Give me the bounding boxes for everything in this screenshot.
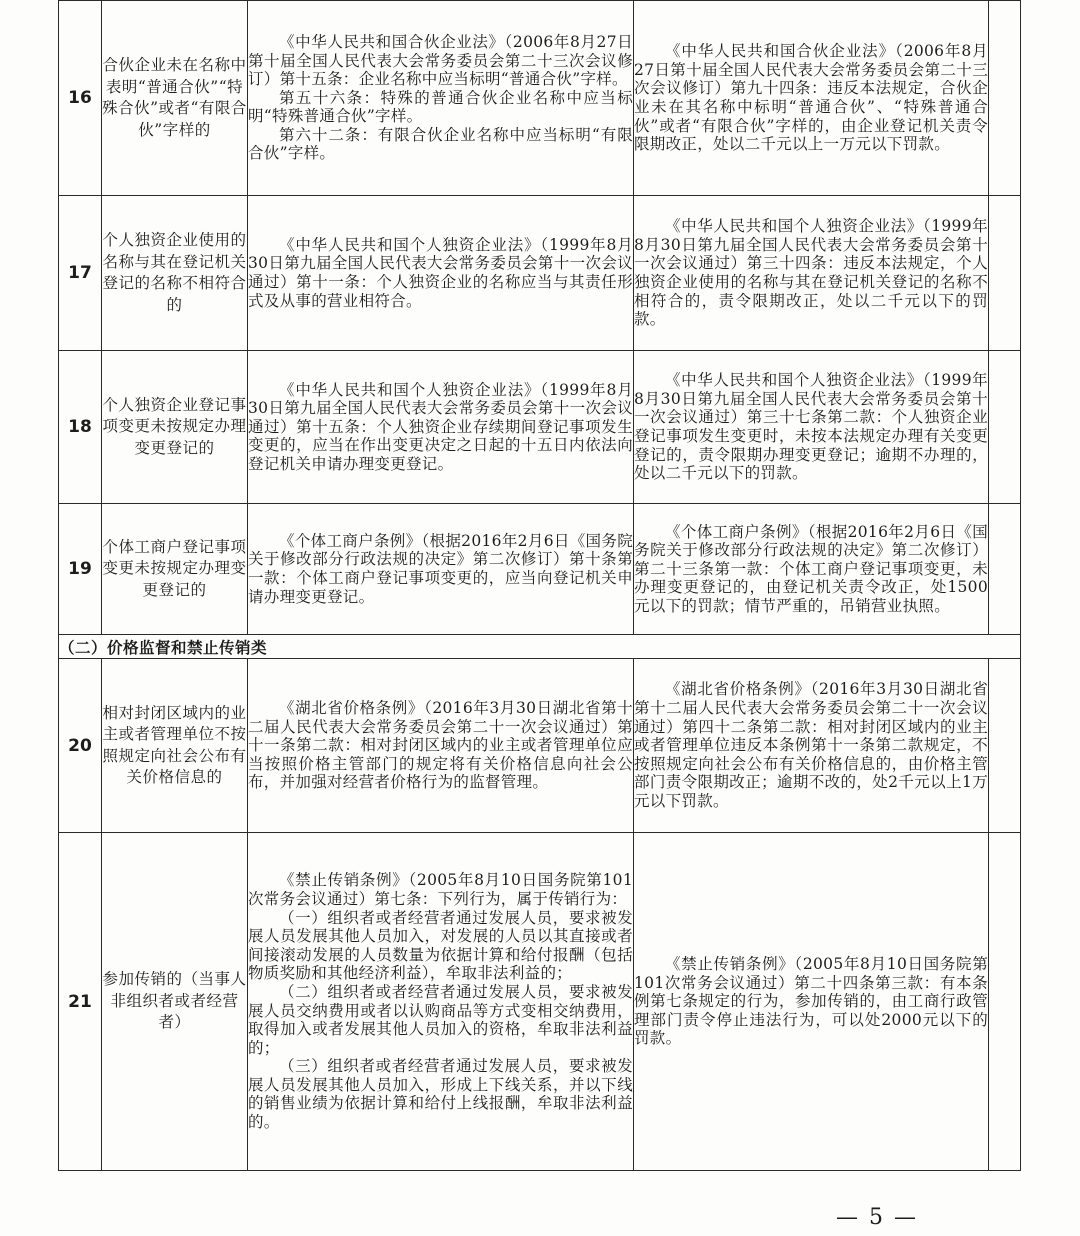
legal-basis-paragraph: 《中华人民共和国合伙企业法》（2006年8月27日第十届全国人民代表大会常务委员会第二十三次会议修订）第十五条：企业名称中应当标明“普通合伙”字样。 <box>248 32 633 89</box>
legal-basis-paragraph: 《中华人民共和国个人独资企业法》（1999年8月30日第九届全国人民代表大会常务委员会第十一次会议通过）第十一条：个人独资企业的名称应当与其责任形式及从事的营业相符合。 <box>248 235 633 310</box>
remarks-cell <box>989 504 1021 635</box>
legal-basis-cell <box>248 504 634 635</box>
table-row <box>59 351 1021 504</box>
penalty-paragraph: 《禁止传销条例》（2005年8月10日国务院第101次常务会议通过）第二十四条第三款：有本条例第七条规定的行为，参加传销的，由工商行政管理部门责令停止违法行为，可以处2000元以下的罚款。 <box>634 955 988 1048</box>
penalty-paragraph: 《湖北省价格条例》（2016年3月30日湖北省第十二届人民代表大会常务委员会第二十一次会议通过）第四十二条第二款：相对封闭区域内的业主或者管理单位违反本条例第十一条第二款规定，不按照规定向社会公布有关价格信息的，由价格主管部门责令限期改正；逾期不改的，处2千元以上1万元以下罚款。 <box>634 680 988 810</box>
row-number: 17 <box>59 196 102 351</box>
table-row <box>59 504 1021 635</box>
table-row <box>59 833 1021 1171</box>
violation-description: 个体工商户登记事项变更未按规定办理变更登记的 <box>102 504 248 635</box>
table-row <box>59 659 1021 833</box>
penalty-basis-cell <box>634 196 989 351</box>
row-number: 21 <box>59 833 102 1171</box>
legal-basis-cell <box>248 196 634 351</box>
violation-description: 合伙企业未在名称中表明“普通合伙”“特殊合伙”或者“有限合伙”字样的 <box>102 1 248 196</box>
legal-basis-paragraph: 第五十六条：特殊的普通合伙企业名称中应当标明“特殊普通合伙”字样。 <box>248 88 633 126</box>
penalty-basis-cell <box>634 1 989 196</box>
legal-basis-cell <box>248 659 634 833</box>
legal-basis-cell <box>248 833 634 1171</box>
legal-basis-paragraph: （二）组织者或者经营者通过发展人员，要求被发展人员交纳费用或者以认购商品等方式变相交纳费用，取得加入或者发展其他人员加入的资格，牟取非法利益的； <box>248 982 633 1057</box>
legal-basis-paragraph: （一）组织者或者经营者通过发展人员，要求被发展人员发展其他人员加入，对发展的人员以其直接或者间接滚动发展的人员数量为依据计算和给付报酬（包括物质奖励和其他经济利益），牟取非法利益的； <box>248 908 633 983</box>
legal-basis-paragraph: 第六十二条：有限合伙企业名称中应当标明“有限合伙”字样。 <box>248 125 633 163</box>
legal-basis-paragraph: 《个体工商户条例》（根据2016年2月6日《国务院关于修改部分行政法规的决定》第二次修订）第十条第一款：个体工商户登记事项变更的，应当向登记机关申请办理变更登记。 <box>248 531 633 606</box>
penalty-paragraph: 《中华人民共和国个人独资企业法》（1999年8月30日第九届全国人民代表大会常务委员会第十一次会议通过）第三十七条第二款：个人独资企业登记事项发生变更时，未按本法规定办理有关变更登记的，责令限期办理变更登记；逾期不办理的，处以二千元以下的罚款。 <box>634 371 988 483</box>
row-number: 20 <box>59 659 102 833</box>
penalty-paragraph: 《个体工商户条例》（根据2016年2月6日《国务院关于修改部分行政法规的决定》第二次修订）第二十三条第一款：个体工商户登记事项变更，未办理变更登记的，由登记机关责令改正，处1500元以下的罚款；情节严重的，吊销营业执照。 <box>634 522 988 615</box>
penalty-paragraph: 《中华人民共和国个人独资企业法》（1999年8月30日第九届全国人民代表大会常务委员会第十一次会议通过）第三十四条：违反本法规定，个人独资企业使用的名称与其在登记机关登记的名称不相符合的，责令限期改正，处以二千元以下的罚款。 <box>634 217 988 329</box>
penalty-paragraph: 《中华人民共和国合伙企业法》（2006年8月27日第十届全国人民代表大会常务委员会第二十三次会议修订）第九十四条：违反本法规定，合伙企业未在其名称中标明“普通合伙”、“特殊普通合伙”或者“有限合伙”字样的，由企业登记机关责令限期改正，处以二千元以上一万元以下罚款。 <box>634 42 988 154</box>
row-number: 16 <box>59 1 102 196</box>
violation-description: 参加传销的（当事人非组织者或者经营者） <box>102 833 248 1171</box>
legal-basis-cell <box>248 351 634 504</box>
penalty-basis-cell <box>634 833 989 1171</box>
legal-basis-cell <box>248 1 634 196</box>
table-row <box>59 196 1021 351</box>
law-enforcement-table <box>58 0 1021 1171</box>
remarks-cell <box>989 1 1021 196</box>
table-row <box>59 1 1021 196</box>
legal-basis-paragraph: （三）组织者或者经营者通过发展人员，要求被发展人员发展其他人员加入，形成上下线关系，并以下线的销售业绩为依据计算和给付上线报酬，牟取非法利益的。 <box>248 1057 633 1132</box>
violation-description: 个人独资企业使用的名称与其在登记机关登记的名称不相符合的 <box>102 196 248 351</box>
remarks-cell <box>989 351 1021 504</box>
violation-description: 相对封闭区域内的业主或者管理单位不按照规定向社会公布有关价格信息的 <box>102 659 248 833</box>
section-header-row <box>59 635 1021 659</box>
penalty-basis-cell <box>634 351 989 504</box>
remarks-cell <box>989 833 1021 1171</box>
remarks-cell <box>989 659 1021 833</box>
row-number: 19 <box>59 504 102 635</box>
row-number: 18 <box>59 351 102 504</box>
legal-basis-paragraph: 《湖北省价格条例》（2016年3月30日湖北省第十二届人民代表大会常务委员会第二十一次会议通过）第十一条第二款：相对封闭区域内的业主或者管理单位应当按照价格主管部门的规定将有关价格信息向社会公布，并加强对经营者价格行为的监督管理。 <box>248 699 633 792</box>
penalty-basis-cell <box>634 504 989 635</box>
section-title: （二）价格监督和禁止传销类 <box>59 635 1021 659</box>
page-number: — 5 — <box>836 1205 918 1230</box>
legal-basis-paragraph: 《中华人民共和国个人独资企业法》（1999年8月30日第九届全国人民代表大会常务委员会第十一次会议通过）第十五条：个人独资企业存续期间登记事项发生变更的，应当在作出变更决定之日起的十五日内依法向登记机关申请办理变更登记。 <box>248 380 633 473</box>
penalty-basis-cell <box>634 659 989 833</box>
legal-basis-paragraph: 《禁止传销条例》（2005年8月10日国务院第101次常务会议通过）第七条：下列行为，属于传销行为： <box>248 871 633 908</box>
remarks-cell <box>989 196 1021 351</box>
violation-description: 个人独资企业登记事项变更未按规定办理变更登记的 <box>102 351 248 504</box>
